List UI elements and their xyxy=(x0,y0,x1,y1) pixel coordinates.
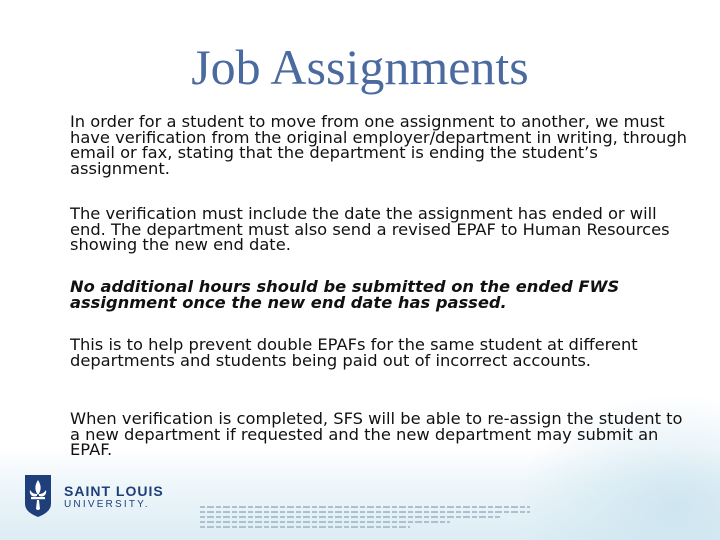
paragraph-no-additional-hours: No additional hours should be submitted on the ended FWS assignment once the new end date has passed. xyxy=(70,277,620,312)
logo-line-2: UNIVERSITY. xyxy=(64,499,150,510)
paragraph-reassign: When verification is completed, SFS will be able to re-assign the student to a new department if requested and the new department may submit an EPAF. xyxy=(70,409,683,459)
paragraph-verification-date: The verification must include the date the assignment has ended or will end. The department must also send a revised EPAF to Human Resources showing the new end date. xyxy=(70,204,670,254)
paragraph-verification-required: In order for a student to move from one assignment to another, we must have verification from the original employer/department in writing, through email or fax, stating that the department is ending the student’s assignment. xyxy=(70,112,687,178)
logo-line-1: SAINT LOUIS xyxy=(64,483,164,499)
paragraph-prevent-double-epaf: This is to help prevent double EPAFs for the same student at different departments and students being paid out of incorrect accounts. xyxy=(70,335,638,370)
footnote-fine-print xyxy=(200,506,530,531)
slide-title: Job Assignments xyxy=(191,39,529,95)
logo-wordmark xyxy=(64,484,164,511)
fleur-de-lis-shield-icon xyxy=(24,474,52,518)
